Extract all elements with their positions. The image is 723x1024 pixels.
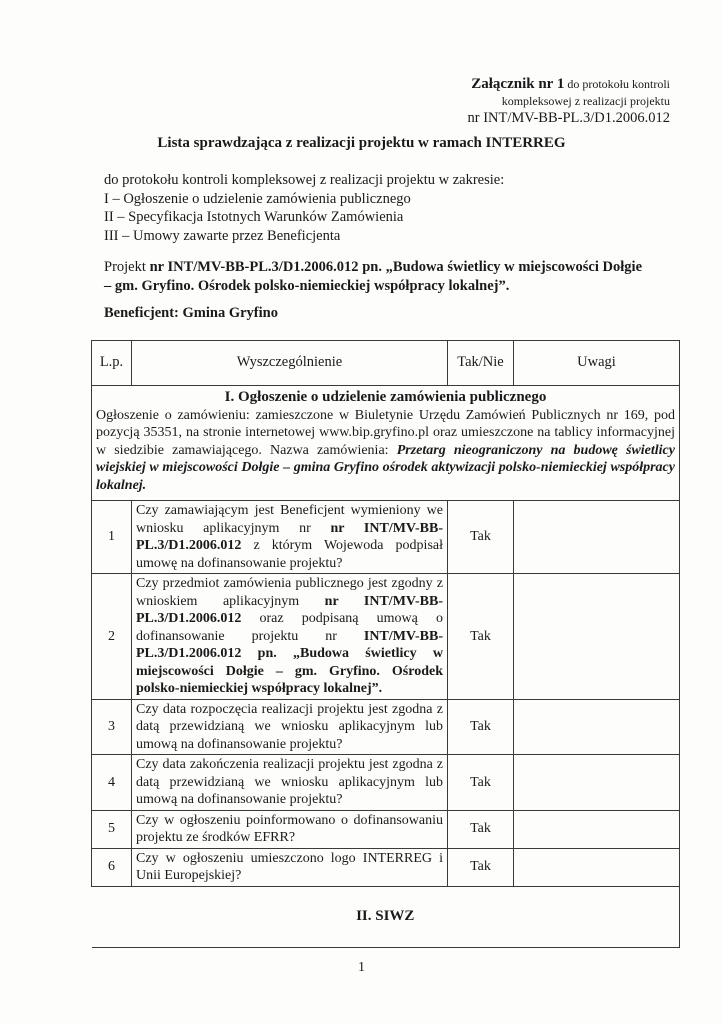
header-yes-no: Tak/Nie (448, 341, 514, 386)
row-number: 3 (92, 699, 132, 755)
header-description: Wyszczególnienie (132, 341, 448, 386)
row-answer: Tak (448, 574, 514, 700)
beneficiary: Beneficjent: Gmina Gryfino (104, 305, 278, 321)
row-remarks (514, 755, 680, 811)
row-question: Czy w ogłoszeniu poinformowano o dofinansowaniu projektu ze środków EFRR? (132, 810, 448, 848)
project-title: nr INT/MV-BB-PL.3/D1.2006.012 pn. „Budowa świetlicy w miejscowości Dołgie – gm. Gryfino. Ośrodek polsko-niemieckiej współpracy lokalnej”. (104, 259, 642, 294)
attachment-header (468, 76, 670, 127)
attachment-label: Załącznik nr 1 (471, 76, 565, 92)
header-remarks: Uwagi (514, 341, 680, 386)
scope-intro: do protokołu kontroli kompleksowej z realizacji projektu w zakresie: (104, 172, 505, 188)
row-number: 5 (92, 810, 132, 848)
row-remarks (514, 810, 680, 848)
table-row (92, 755, 680, 811)
row-question: Czy w ogłoszeniu umieszczono logo INTERREG i Unii Europejskiej? (132, 848, 448, 886)
row-remarks (514, 699, 680, 755)
row-question: Czy data rozpoczęcia realizacji projektu jest zgodna z datą przewidzianą we wniosku aplikacyjnym lub umową na dofinansowanie projektu? (132, 699, 448, 755)
row-number: 4 (92, 755, 132, 811)
table-row (92, 699, 680, 755)
scope-block (104, 171, 504, 245)
row-answer: Tak (448, 699, 514, 755)
table-row (92, 810, 680, 848)
project-description (104, 258, 642, 296)
table-row (92, 574, 680, 700)
project-prefix: Projekt (104, 259, 150, 275)
section-1-heading: I. Ogłoszenie o udzielenie zamówienia publicznego (224, 389, 547, 405)
row-number: 6 (92, 848, 132, 886)
section-1-order-name: Przetarg nieograniczony na budowę świetlicy wiejskiej w miejscowości Dołgie – gmina Gryfino ośrodek aktywizacji polsko-niemieckiej współpracy lokalnej. (96, 442, 675, 493)
scope-item: III – Umowy zawarte przez Beneficjenta (104, 227, 341, 244)
page-number: 1 (358, 960, 365, 975)
row-remarks (514, 574, 680, 700)
section-2-row (92, 886, 680, 947)
row-number: 2 (92, 574, 132, 700)
row-question: Czy data zakończenia realizacji projektu jest zgodna z datą przewidzianą we wniosku aplikacyjnym lub umową na dofinansowanie projektu? (132, 755, 448, 811)
table-header-row (92, 341, 680, 386)
row-answer: Tak (448, 810, 514, 848)
checklist-table (91, 340, 680, 948)
section-1-row (92, 386, 680, 501)
row-answer: Tak (448, 501, 514, 574)
row-answer: Tak (448, 755, 514, 811)
row-question: Czy przedmiot zamówienia publicznego jest zgodny z wnioskiem aplikacyjnym nr INT/MV-BB-PL.3/D1.2006.012 oraz podpisaną umową o dofinansowanie projektu nr INT/MV-BB-PL.3/D1.2006.012 pn. „Budowa świetlicy w miejscowości Dołgie – gm. Gryfino. Ośrodek polsko-niemieckiej współpracy lokalnej”. (132, 574, 448, 700)
section-2-heading: II. SIWZ (92, 886, 680, 947)
attachment-line2: kompleksowej z realizacji projektu (501, 94, 670, 108)
document-title: Lista sprawdzająca z realizacji projektu w ramach INTERREG (157, 135, 566, 151)
scope-item: I – Ogłoszenie o udzielenie zamówienia publicznego (104, 190, 411, 207)
row-question: Czy zamawiającym jest Beneficjent wymieniony we wniosku aplikacyjnym nr nr INT/MV-BB-PL.3/D1.2006.012 z którym Wojewoda podpisał umowę na dofinansowanie projektu? (132, 501, 448, 574)
section-1-text: Ogłoszenie o zamówieniu: zamieszczone w Biuletynie Urzędu Zamówień Publicznych nr 169, pod pozycją 35351, na stronie internetowej www.bip.gryfino.pl oraz umieszczone na tablicy informacyjnej w siedzibie zamawiającego. Nazwa zamówienia: (96, 407, 675, 458)
table-row (92, 501, 680, 574)
header-lp: L.p. (92, 341, 132, 386)
row-number: 1 (92, 501, 132, 574)
scope-item: II – Specyfikacja Istotnych Warunków Zamówienia (104, 209, 404, 225)
section-1-cell (92, 386, 680, 501)
attachment-line1: do protokołu kontroli (564, 77, 670, 91)
row-remarks (514, 848, 680, 886)
row-answer: Tak (448, 848, 514, 886)
row-remarks (514, 501, 680, 574)
table-row (92, 848, 680, 886)
attachment-line3: nr INT/MV-BB-PL.3/D1.2006.012 (467, 110, 670, 126)
